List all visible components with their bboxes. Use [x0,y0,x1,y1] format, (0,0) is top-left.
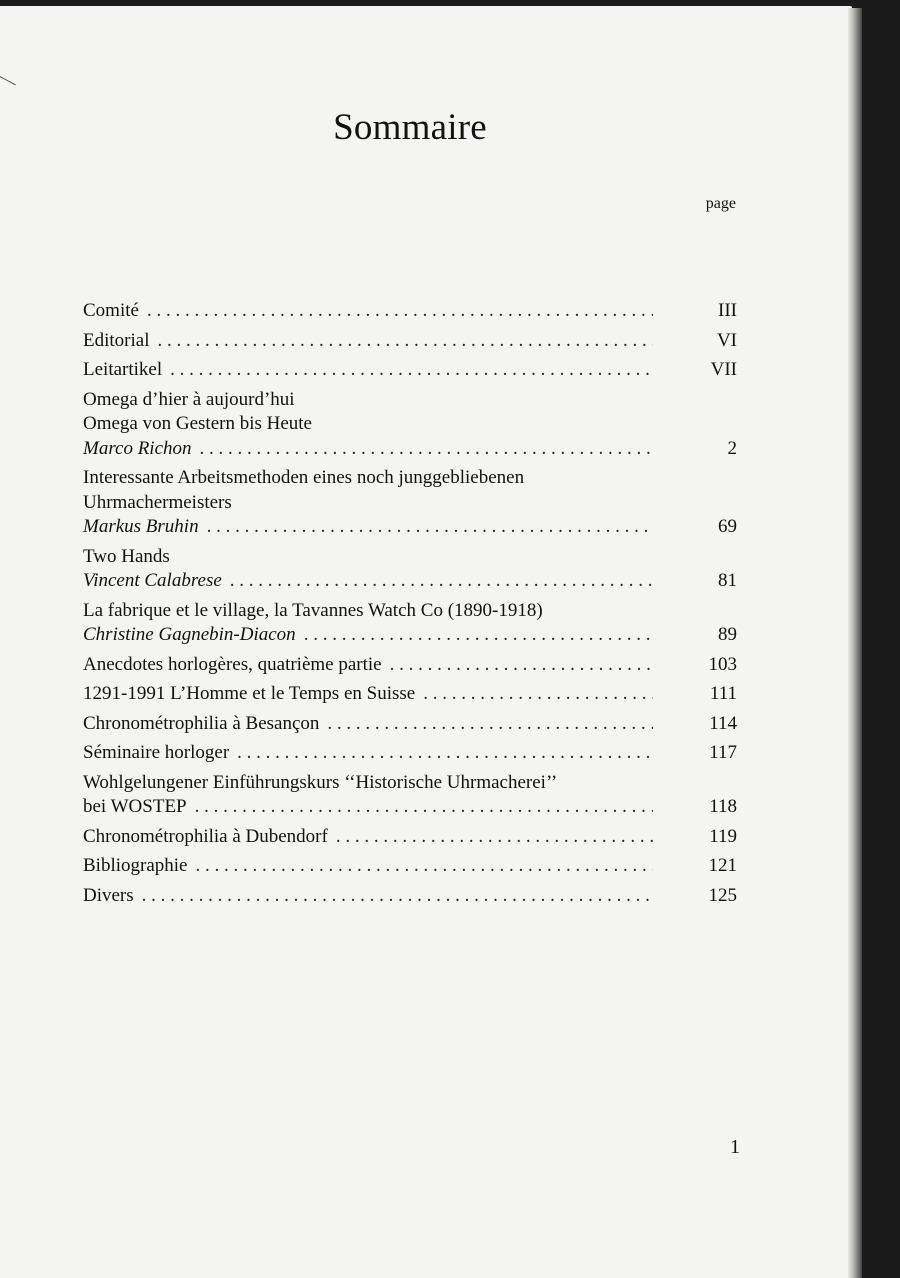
toc-entry-page: 89 [718,624,737,645]
toc-entry-title: Chronométrophilia à Dubendorf [83,825,328,847]
toc-entry-title: Anecdotes horlogères, quatrième partie [83,653,382,675]
toc-entry-page: 125 [708,884,737,906]
toc-entry [83,299,737,324]
page-title: Sommaire [333,107,487,148]
dot-leader [304,623,653,648]
dot-leader [327,712,653,737]
toc-entry-page: VII [710,359,737,380]
toc-entry-page: 114 [709,712,737,734]
toc-entry [83,388,737,462]
toc-entry-title: Comité [83,300,139,321]
margin-mark [0,76,16,98]
toc-entry [83,884,737,909]
toc-entry-page: 111 [709,683,737,704]
dot-leader [195,795,653,820]
dot-leader [230,569,653,594]
toc-entry-author: Vincent Calabrese [83,570,222,591]
dot-leader [147,299,653,324]
toc-entry [83,771,737,820]
toc-entry-title: Bibliographie [83,855,188,876]
toc-entry [83,358,737,383]
toc-entry [83,545,737,594]
toc-entry [83,599,737,648]
toc-entry [83,741,737,766]
paper-sheet [0,6,852,1278]
toc-entry-title: Wohlgelungener Einführungskurs ‘‘Historische Uhrmacherei’’ [83,771,558,793]
toc-entry-title: Leitartikel [83,359,163,380]
toc-entry-title: Séminaire horloger [83,742,230,763]
toc-entry-title: Editorial [83,329,150,351]
toc-entry-title: Omega von Gestern bis Heute [83,413,312,434]
dot-leader [200,437,653,462]
toc-entry-title: Two Hands [83,545,170,567]
dot-leader [170,358,653,383]
dot-leader [195,854,653,879]
dot-leader [237,741,653,766]
toc-entry-page: 103 [708,653,737,675]
dot-leader [423,682,653,707]
toc-entry-author: Christine Gagnebin-Diacon [83,624,296,645]
table-of-contents [83,299,737,913]
dot-leader [390,653,653,678]
dot-leader [157,329,653,354]
page-column-label: page [705,195,736,212]
toc-entry-page: III [718,300,737,321]
toc-entry [83,682,737,707]
toc-entry-author: Markus Bruhin [83,516,199,537]
toc-entry-page: 117 [709,742,737,763]
toc-entry-page: 69 [718,516,737,537]
toc-entry-page: VI [716,329,737,351]
toc-entry [83,466,737,540]
toc-entry [83,825,737,850]
dot-leader [207,515,653,540]
toc-entry-author: Marco Richon [83,437,192,459]
dot-leader [142,884,653,909]
toc-entry [83,329,737,354]
toc-entry [83,653,737,678]
toc-entry-title: Chronométrophilia à Besançon [83,712,320,734]
toc-entry-title: Omega d’hier à aujourd’hui [83,388,295,410]
toc-entry-page: 81 [718,570,737,591]
toc-entry-page: 119 [709,825,737,847]
toc-entry [83,712,737,737]
dot-leader [336,825,653,850]
toc-entry-title: Uhrmachermeisters [83,491,232,513]
toc-entry-title: Divers [83,884,134,906]
toc-entry-title: Interessante Arbeitsmethoden eines noch junggebliebenen [83,467,525,488]
page-edge-shadow [848,8,862,1278]
toc-entry-page: 2 [727,437,737,459]
toc-entry-page: 118 [709,796,737,817]
toc-entry-page: 121 [708,855,737,876]
toc-entry-title: bei WOSTEP [83,796,187,817]
toc-entry [83,854,737,879]
toc-entry-title: La fabrique et le village, la Tavannes Watch Co (1890-1918) [83,599,543,621]
page-number: 1 [730,1136,740,1158]
toc-entry-title: 1291-1991 L’Homme et le Temps en Suisse [83,683,416,704]
